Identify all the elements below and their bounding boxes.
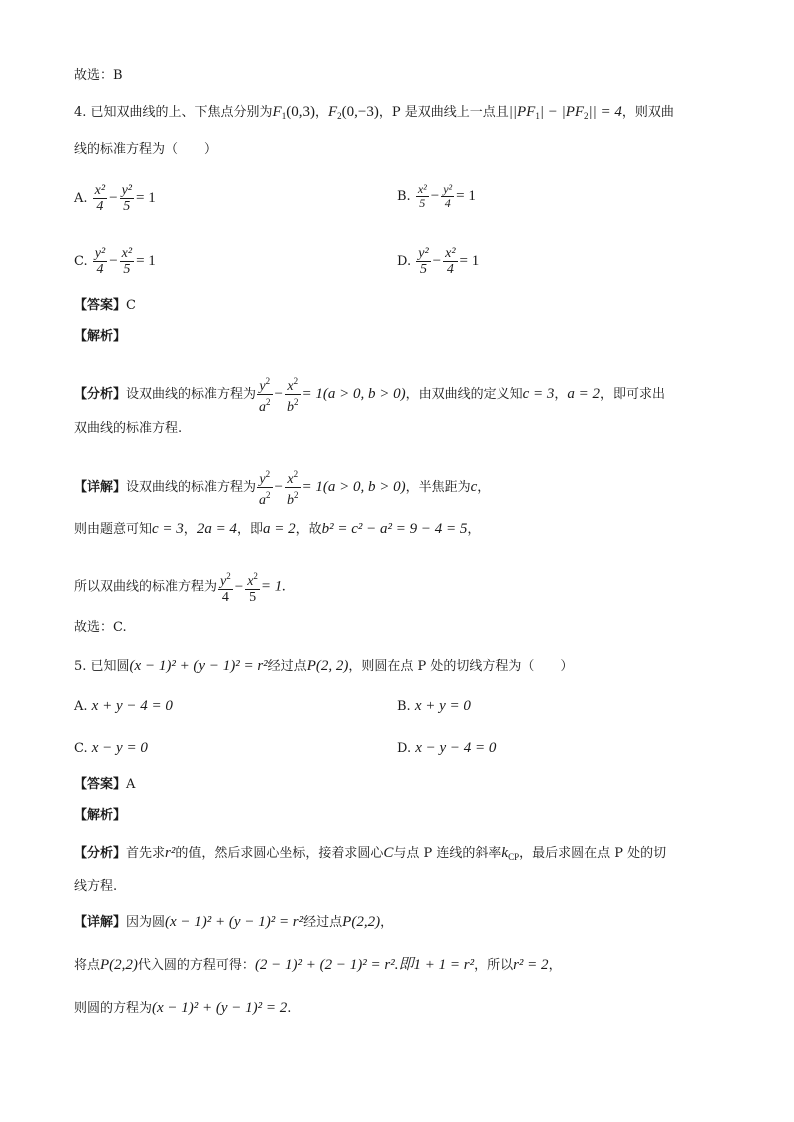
q4-option-b: B. $\frac{\text{x²}}{5}$ − $\frac{\text{y²}}{4}$ = 1 bbox=[397, 182, 476, 210]
q4-step1: 则由题意可知c = 3，2a = 4，即a = 2，故b² = c² − a² = 9 − 4 = 5， bbox=[74, 521, 481, 537]
q4-prefix: 4. 已知双曲线的上、下焦点分别为 bbox=[74, 105, 273, 120]
q5-step2: 则圆的方程为(x − 1)² + (y − 1)² = 2. bbox=[74, 1000, 292, 1016]
q5-option-c: C. x − y = 0 bbox=[74, 740, 148, 756]
q5-step1: 将点P(2,2)代入圆的方程可得：(2 − 1)² + (2 − 1)² = r².即1 + 1 = r²，所以r² = 2， bbox=[74, 957, 562, 973]
q4-final: 故选：C. bbox=[74, 620, 127, 635]
q4-option-c: C. $\frac{\text{y²}}{4}$ − $\frac{\text{x²}}{5}$ = 1 bbox=[74, 246, 156, 277]
q4-abs-expr: $||PF_1| - |PF_2|| = 4$ bbox=[508, 104, 622, 121]
q4-fenxi: 【分析】设双曲线的标准方程为 $\frac{y^2}{a^2}$ − $\frac{x^2}{b^2}$ = 1(a > 0, b > 0)，由双曲线的定义知c = 3，a = 2，即可求出 bbox=[74, 376, 666, 415]
question-4-stem-line2: 线的标准方程为（ ） bbox=[74, 142, 218, 157]
q5-answer: 【答案】A bbox=[74, 777, 136, 792]
q5-option-b: B. x + y = 0 bbox=[397, 698, 471, 714]
q4-f1: $F_1(0,3)$ bbox=[272, 104, 315, 121]
q4-mid-text: ，P 是双曲线上一点且 bbox=[378, 105, 509, 120]
q4-option-a: A. $\frac{\text{x²}}{4}$ − $\frac{\text{y²}}{5}$ = 1 bbox=[74, 183, 156, 214]
question-4-stem: 4. 已知双曲线的上、下焦点分别为$F_1(0,3)$，$F_2(0,-3)$，P 是双曲线上一点且$||PF_1| - |PF_2|| = 4$，则双曲 bbox=[74, 104, 674, 121]
q4-step2: 所以双曲线的标准方程为 $\frac{y^2}{4}$ − $\frac{x^2}{5}$ = 1. bbox=[74, 571, 287, 605]
q5-fenxi-line2: 线方程. bbox=[74, 879, 118, 894]
q4-answer: 【答案】C bbox=[74, 298, 136, 313]
q5-fenxi: 【分析】首先求r²的值，然后求圆心坐标，接着求圆心C与点 P 连线的斜率$k_{CP}$，最后求圆在点 P 处的切 bbox=[74, 845, 667, 862]
q5-analysis-heading: 【解析】 bbox=[74, 808, 127, 823]
q4-tail: ，则双曲 bbox=[621, 105, 674, 120]
question-5-stem: 5. 已知圆(x − 1)² + (y − 1)² = r²经过点P(2, 2)，则圆在点 P 处的切线方程为（ ） bbox=[74, 658, 574, 674]
previous-answer-line: 故选：B bbox=[74, 68, 123, 83]
q5-option-a: A. x + y − 4 = 0 bbox=[74, 698, 173, 714]
q5-xiangjie: 【详解】因为圆(x − 1)² + (y − 1)² = r²经过点P(2,2)， bbox=[74, 914, 394, 930]
q4-fenxi-line2: 双曲线的标准方程. bbox=[74, 421, 183, 436]
q4-f2: $F_2(0,-3)$ bbox=[327, 104, 379, 121]
q4-analysis-heading: 【解析】 bbox=[74, 329, 127, 344]
q4-xiangjie: 【详解】设双曲线的标准方程为 $\frac{y^2}{a^2}$ − $\frac{x^2}{b^2}$ = 1(a > 0, b > 0)，半焦距为c， bbox=[74, 469, 491, 508]
q5-option-d: D. x − y − 4 = 0 bbox=[397, 740, 497, 756]
q4-option-d: D. $\frac{\text{y²}}{5}$ − $\frac{\text{x²}}{4}$ = 1 bbox=[397, 246, 480, 277]
